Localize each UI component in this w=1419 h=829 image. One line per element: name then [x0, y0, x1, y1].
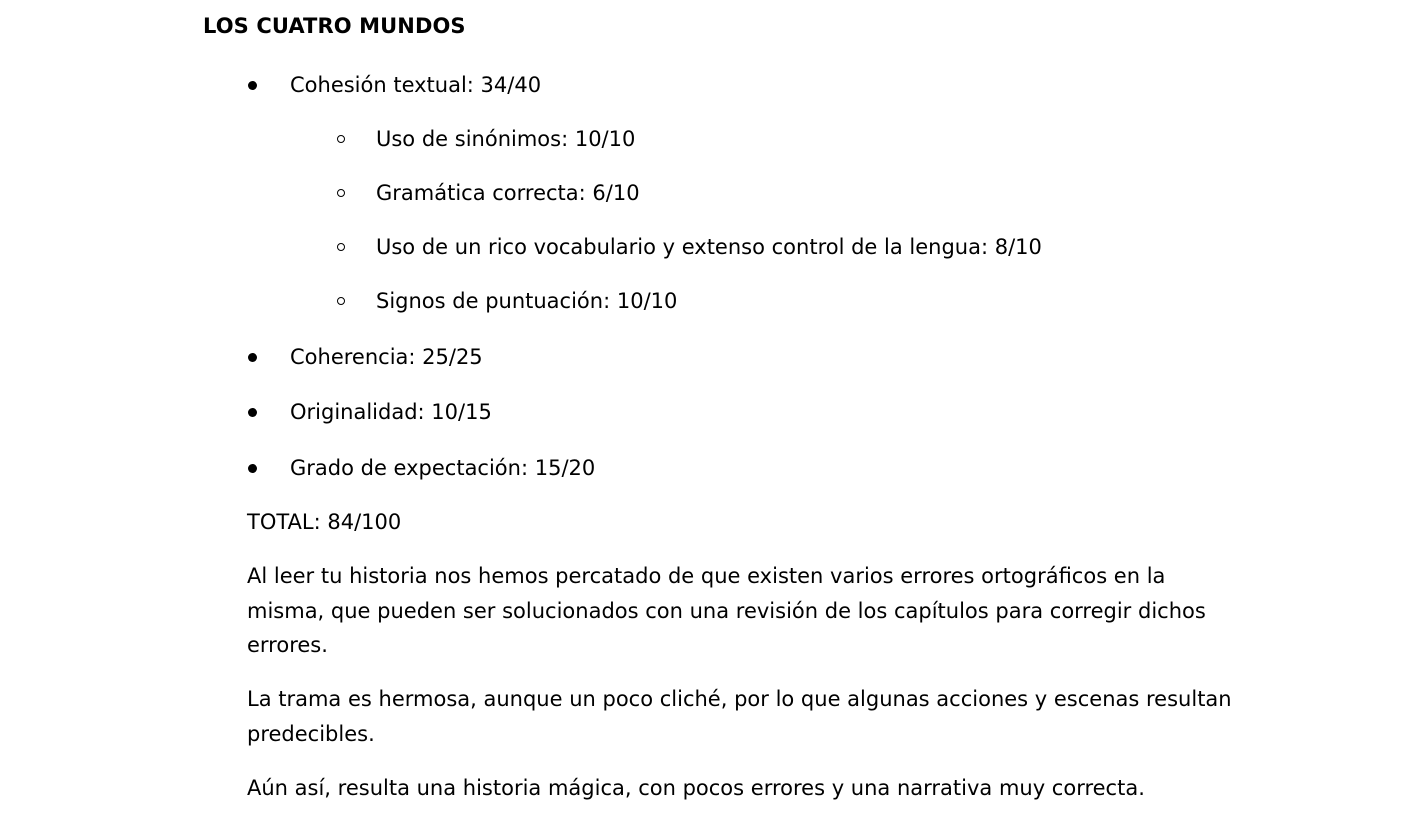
bullet-icon	[248, 464, 257, 473]
criterion-expectacion: Grado de expectación: 15/20	[290, 456, 596, 480]
document-title: LOS CUATRO MUNDOS	[203, 14, 466, 38]
sub-bullet-icon	[337, 297, 345, 305]
subcriterion-gramatica: Gramática correcta: 6/10	[376, 181, 640, 205]
subcriterion-puntuacion: Signos de puntuación: 10/10	[376, 289, 678, 313]
total-score: TOTAL: 84/100	[247, 510, 402, 534]
feedback-paragraph: La trama es hermosa, aunque un poco cliché, por lo que algunas acciones y escenas resultan predecibles.	[247, 687, 1232, 746]
criterion-cohesion: Cohesión textual: 34/40	[290, 73, 542, 97]
bullet-icon	[248, 81, 257, 90]
subcriterion-sinonimos: Uso de sinónimos: 10/10	[376, 127, 636, 151]
sub-bullet-icon	[337, 135, 345, 143]
bullet-icon	[248, 408, 257, 417]
bullet-icon	[248, 353, 257, 362]
feedback-paragraph: Al leer tu historia nos hemos percatado de que existen varios errores ortográficos en la misma, que pueden ser solucionados con una revisión de los capítulos para corregir dichos errores.	[247, 564, 1206, 657]
sub-bullet-icon	[337, 189, 345, 197]
criterion-coherencia: Coherencia: 25/25	[290, 345, 483, 369]
feedback-paragraph: Aún así, resulta una historia mágica, con pocos errores y una narrativa muy correcta.	[247, 776, 1145, 800]
subcriterion-vocabulario: Uso de un rico vocabulario y extenso control de la lengua: 8/10	[376, 235, 1042, 259]
criterion-originalidad: Originalidad: 10/15	[290, 400, 492, 424]
sub-bullet-icon	[337, 243, 345, 251]
